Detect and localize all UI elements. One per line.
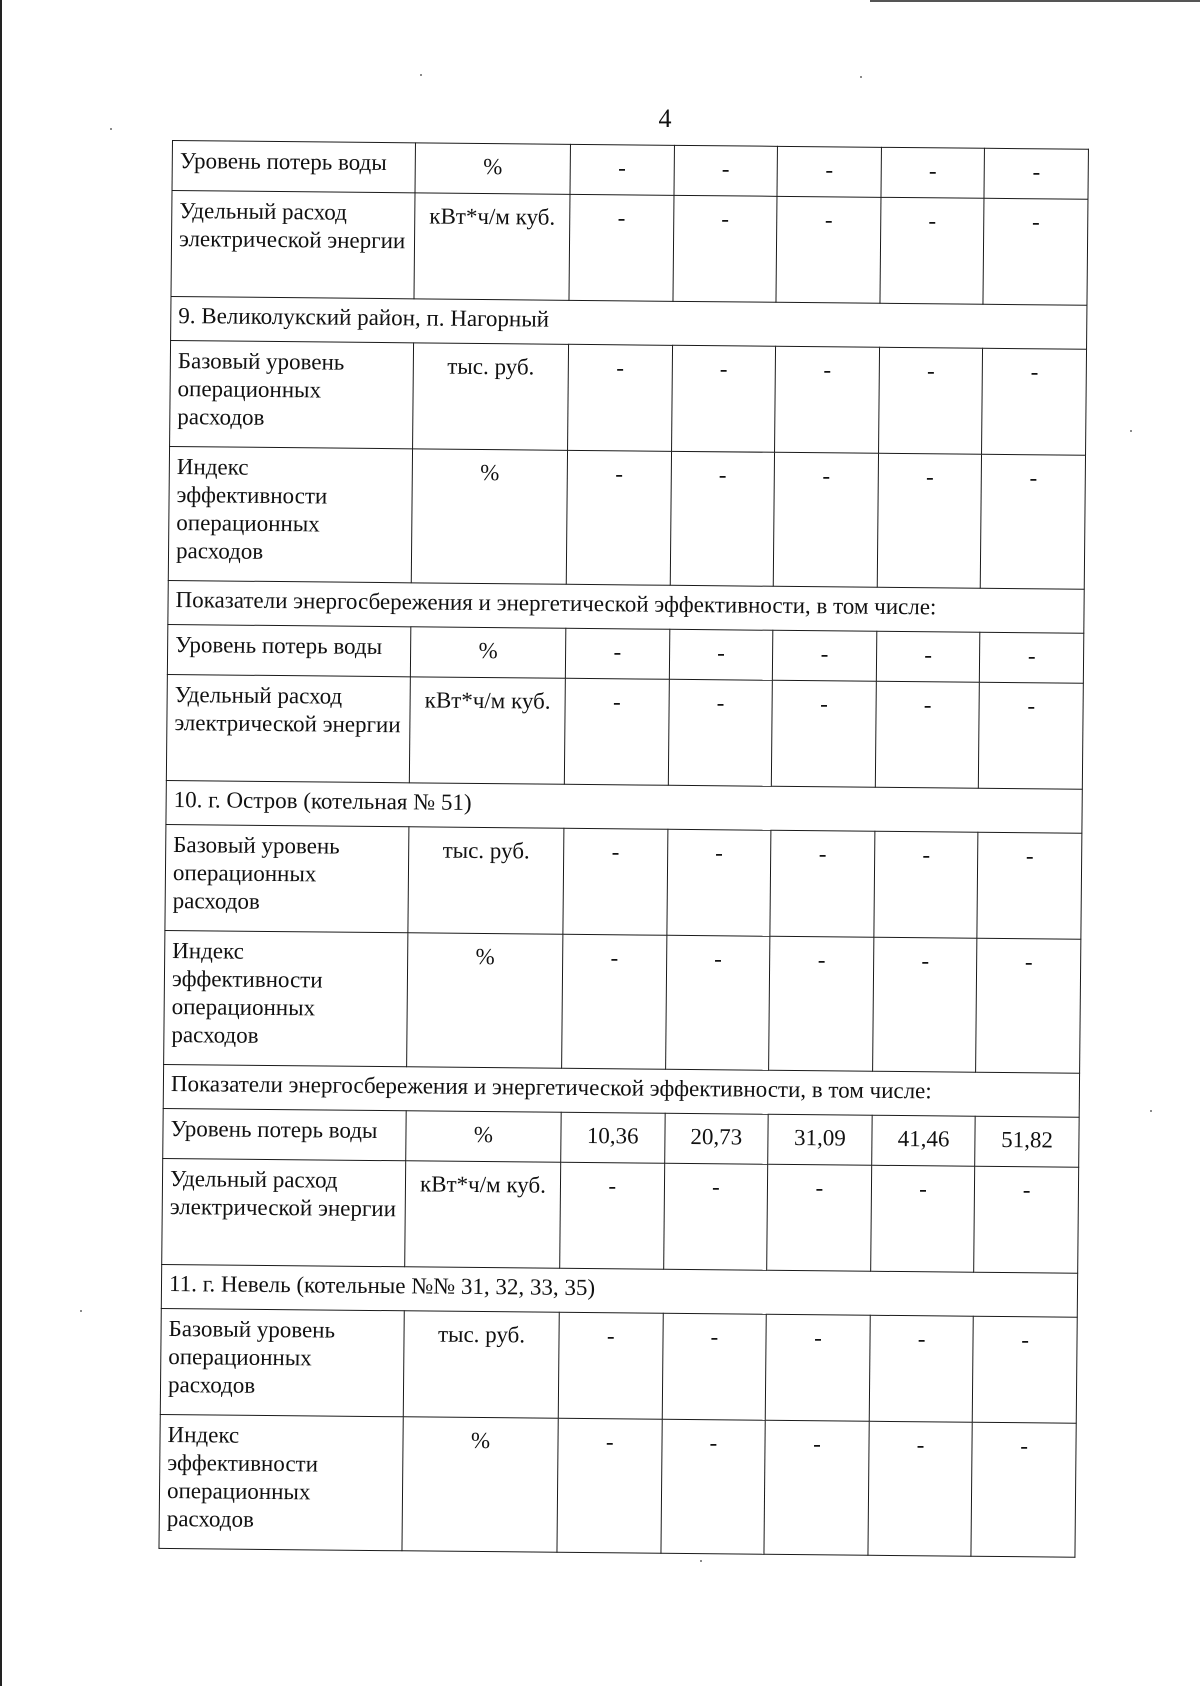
value-cell: - xyxy=(973,1316,1078,1423)
scan-speck xyxy=(700,1560,702,1562)
scan-speck xyxy=(110,128,112,130)
value-cell: - xyxy=(674,145,778,196)
table-row xyxy=(167,624,1083,683)
scan-speck xyxy=(1150,1110,1152,1112)
section-title: Показатели энергосбережения и энергетической эффективности, в том числе: xyxy=(168,580,1084,633)
value-cell: - xyxy=(769,936,874,1071)
value-cell: - xyxy=(775,346,880,453)
page-edge-top xyxy=(870,0,1200,2)
unit-cell: кВт*ч/м куб. xyxy=(405,1161,561,1268)
value-cell: - xyxy=(773,630,877,681)
value-cell: - xyxy=(878,347,983,454)
unit-cell: тыс. руб. xyxy=(403,1311,559,1418)
value-cell: - xyxy=(971,1422,1076,1557)
section-title: Показатели энергосбережения и энергетической эффективности, в том числе: xyxy=(163,1064,1079,1117)
value-cell: - xyxy=(767,1164,872,1271)
unit-cell: % xyxy=(402,1417,558,1552)
unit-cell: % xyxy=(407,933,563,1068)
value-cell: - xyxy=(569,194,674,301)
value-cell: - xyxy=(872,937,977,1072)
table-row xyxy=(171,191,1088,306)
value-cell: - xyxy=(874,831,979,938)
indicator-name: Уровень потерь воды xyxy=(172,141,415,193)
unit-cell: % xyxy=(406,1111,561,1162)
value-cell: - xyxy=(773,452,878,587)
value-cell: - xyxy=(979,682,1084,789)
value-cell: - xyxy=(568,344,673,451)
value-cell: - xyxy=(976,938,1081,1073)
value-cell: - xyxy=(772,680,877,787)
scan-speck xyxy=(420,74,422,76)
value-cell: 31,09 xyxy=(768,1114,872,1165)
value-cell: - xyxy=(980,632,1084,683)
indicator-name: Индекс эффективности операционных расходов xyxy=(159,1414,403,1550)
indicator-name: Уровень потерь воды xyxy=(167,624,410,676)
value-cell: - xyxy=(669,629,773,680)
value-cell: - xyxy=(877,453,982,588)
table-body xyxy=(159,141,1088,1558)
unit-cell: кВт*ч/м куб. xyxy=(414,193,570,300)
value-cell: - xyxy=(668,679,773,786)
table-row xyxy=(159,1414,1076,1557)
value-cell: - xyxy=(770,830,875,937)
indicator-name: Удельный расход электрической энергии xyxy=(162,1158,406,1266)
table-row xyxy=(162,1158,1079,1273)
value-cell: - xyxy=(564,678,669,785)
value-cell: - xyxy=(981,454,1086,589)
value-cell: - xyxy=(977,832,1082,939)
value-cell: - xyxy=(562,934,667,1069)
table-row xyxy=(163,1108,1079,1167)
unit-cell: тыс. руб. xyxy=(408,827,564,934)
value-cell: - xyxy=(776,196,881,303)
value-cell: - xyxy=(868,1421,973,1556)
indicator-name: Базовый уровень операционных расходов xyxy=(165,824,409,932)
table-row xyxy=(166,674,1083,789)
scan-speck xyxy=(80,1310,82,1312)
value-cell: - xyxy=(984,148,1088,199)
page-number: 4 xyxy=(658,104,672,133)
scan-speck xyxy=(860,76,862,78)
value-cell: - xyxy=(880,197,985,304)
table-row xyxy=(160,1308,1077,1423)
section-title: 10. г. Остров (котельная № 51) xyxy=(166,780,1082,833)
value-cell: - xyxy=(974,1166,1079,1273)
table-row xyxy=(168,446,1085,589)
value-cell: - xyxy=(765,1314,870,1421)
value-cell: - xyxy=(876,631,980,682)
value-cell: - xyxy=(570,144,674,195)
unit-cell: % xyxy=(411,449,567,584)
value-cell: - xyxy=(875,681,980,788)
scan-speck xyxy=(1130,430,1132,432)
unit-cell: % xyxy=(415,143,570,194)
value-cell: - xyxy=(665,935,770,1070)
section-title: 9. Великолукский район, п. Нагорный xyxy=(171,296,1087,349)
indicators-table xyxy=(158,140,1088,1558)
table-row xyxy=(164,930,1081,1073)
indicator-name: Индекс эффективности операционных расходов xyxy=(168,446,412,582)
indicator-name: Удельный расход электрической энергии xyxy=(166,674,410,782)
value-cell: - xyxy=(663,1163,768,1270)
section-title: 11. г. Невель (котельные №№ 31, 32, 33, 35) xyxy=(161,1264,1077,1317)
value-cell: - xyxy=(661,1419,766,1554)
indicator-name: Уровень потерь воды xyxy=(163,1108,406,1160)
value-cell: - xyxy=(558,1312,663,1419)
value-cell: - xyxy=(671,345,776,452)
value-cell: - xyxy=(566,450,671,585)
value-cell: - xyxy=(670,451,775,586)
value-cell: - xyxy=(983,198,1088,305)
unit-cell: кВт*ч/м куб. xyxy=(409,677,565,784)
unit-cell: тыс. руб. xyxy=(413,343,569,450)
value-cell: 20,73 xyxy=(664,1113,768,1164)
table-row xyxy=(172,141,1088,200)
value-cell: - xyxy=(881,147,985,198)
value-cell: 41,46 xyxy=(871,1115,975,1166)
indicator-name: Базовый уровень операционных расходов xyxy=(160,1308,404,1416)
indicator-name: Удельный расход электрической энергии xyxy=(171,191,415,299)
unit-cell: % xyxy=(410,627,565,678)
value-cell: - xyxy=(870,1165,975,1272)
page-edge-left xyxy=(0,0,2,1686)
value-cell: - xyxy=(662,1313,767,1420)
table-row xyxy=(170,340,1087,455)
value-cell: - xyxy=(563,828,668,935)
value-cell: - xyxy=(557,1418,662,1553)
table-row xyxy=(165,824,1082,939)
value-cell: - xyxy=(982,348,1087,455)
value-cell: - xyxy=(560,1162,665,1269)
value-cell: - xyxy=(565,628,669,679)
value-cell: - xyxy=(869,1315,974,1422)
indicator-name: Индекс эффективности операционных расходов xyxy=(164,930,408,1066)
value-cell: 51,82 xyxy=(975,1116,1079,1167)
value-cell: - xyxy=(673,195,778,302)
value-cell: - xyxy=(777,146,881,197)
value-cell: - xyxy=(764,1420,869,1555)
indicator-name: Базовый уровень операционных расходов xyxy=(170,340,414,448)
value-cell: - xyxy=(666,829,771,936)
value-cell: 10,36 xyxy=(561,1112,665,1163)
